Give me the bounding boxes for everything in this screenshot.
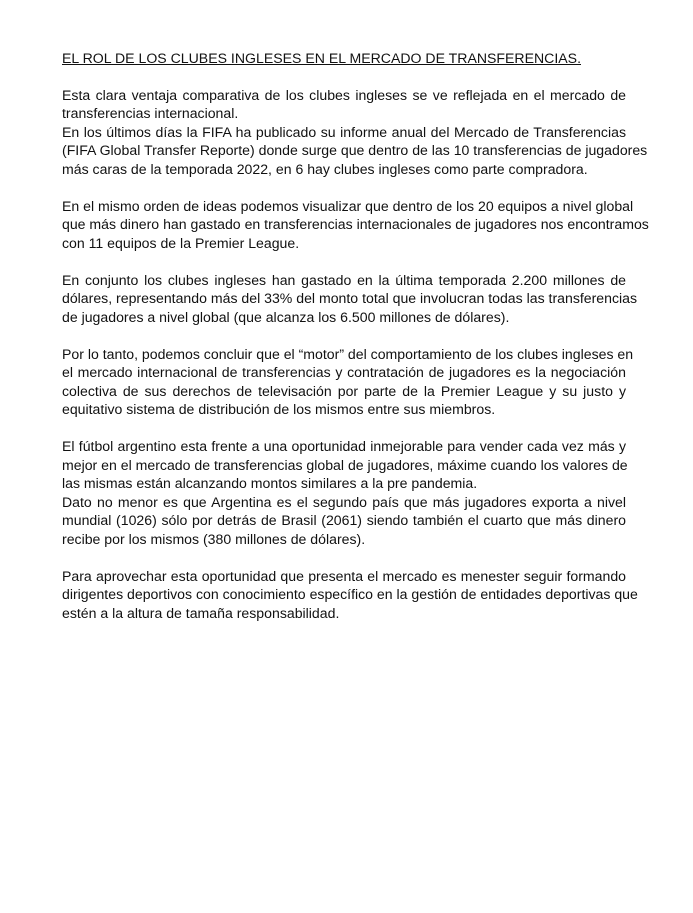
text-line: dólares, representando más del 33% del monto total que involucran todas las transferencias <box>62 290 638 306</box>
document-title: EL ROL DE LOS CLUBES INGLESES EN EL MERCADO DE TRANSFERENCIAS. <box>62 50 581 66</box>
text-line: En el mismo orden de ideas podemos visualizar que dentro de los 20 equipos a nivel global <box>62 197 634 214</box>
text-line: con 11 equipos de la Premier League. <box>62 234 300 251</box>
text-line: recibe por los mismos (380 millones de dólares). <box>62 530 366 547</box>
text-line: En conjunto los clubes ingleses han gastado en la última temporada 2.200 millones de <box>62 271 626 288</box>
paragraph-1 <box>62 86 626 123</box>
text-line: mundial (1026) sólo por detrás de Brasil (2061) siendo también el cuarto que más dinero <box>62 512 626 528</box>
paragraph-5 <box>62 345 634 419</box>
paragraph-7 <box>62 493 626 549</box>
text-line: Dato no menor es que Argentina es el segundo país que más jugadores exporta a nivel <box>62 493 626 510</box>
text-line: Para aprovechar esta oportunidad que presenta el mercado es menester seguir formando <box>62 567 626 584</box>
text-line: transferencias internacional. <box>62 105 239 121</box>
text-line: más caras de la temporada 2022, en 6 hay clubes ingleses como parte compradora. <box>62 160 588 177</box>
text-line: mejor en el mercado de transferencias global de jugadores, máxime cuando los valores de <box>62 456 628 473</box>
text-line: que más dinero han gastado en transferencias internacionales de jugadores nos encontramos <box>62 216 649 232</box>
paragraph-3 <box>62 197 649 253</box>
text-line: Por lo tanto, podemos concluir que el “motor” del comportamiento de los clubes ingleses en <box>62 345 634 362</box>
paragraph-2 <box>62 123 648 179</box>
text-line: (FIFA Global Transfer Reporte) donde surge que dentro de las 10 transferencias de jugadores <box>62 142 648 158</box>
text-line: dirigentes deportivos con conocimiento específico en la gestión de entidades deportivas que <box>62 586 638 602</box>
document-page <box>62 49 649 641</box>
text-line: En los últimos días la FIFA ha publicado su informe anual del Mercado de Transferencias <box>62 123 626 140</box>
text-line: colectiva de sus derechos de televisación por parte de la Premier League y su justo y <box>62 382 626 399</box>
text-line: equitativo sistema de distribución de los mismos entre sus miembros. <box>62 401 496 417</box>
text-line: las mismas están alcanzando montos similares a la pre pandemia. <box>62 475 478 491</box>
text-line: El fútbol argentino esta frente a una oportunidad inmejorable para vender cada vez más y <box>62 438 626 454</box>
paragraph-8 <box>62 567 638 623</box>
text-line: Esta clara ventaja comparativa de los clubes ingleses se ve reflejada en el mercado de <box>62 86 626 103</box>
text-line: estén a la altura de tamaña responsabilidad. <box>62 604 340 621</box>
paragraph-6 <box>62 437 626 493</box>
paragraph-4 <box>62 271 638 327</box>
text-line: el mercado internacional de transferencias y contratación de jugadores es la negociación <box>62 364 626 380</box>
text-line: de jugadores a nivel global (que alcanza los 6.500 millones de dólares). <box>62 308 510 325</box>
